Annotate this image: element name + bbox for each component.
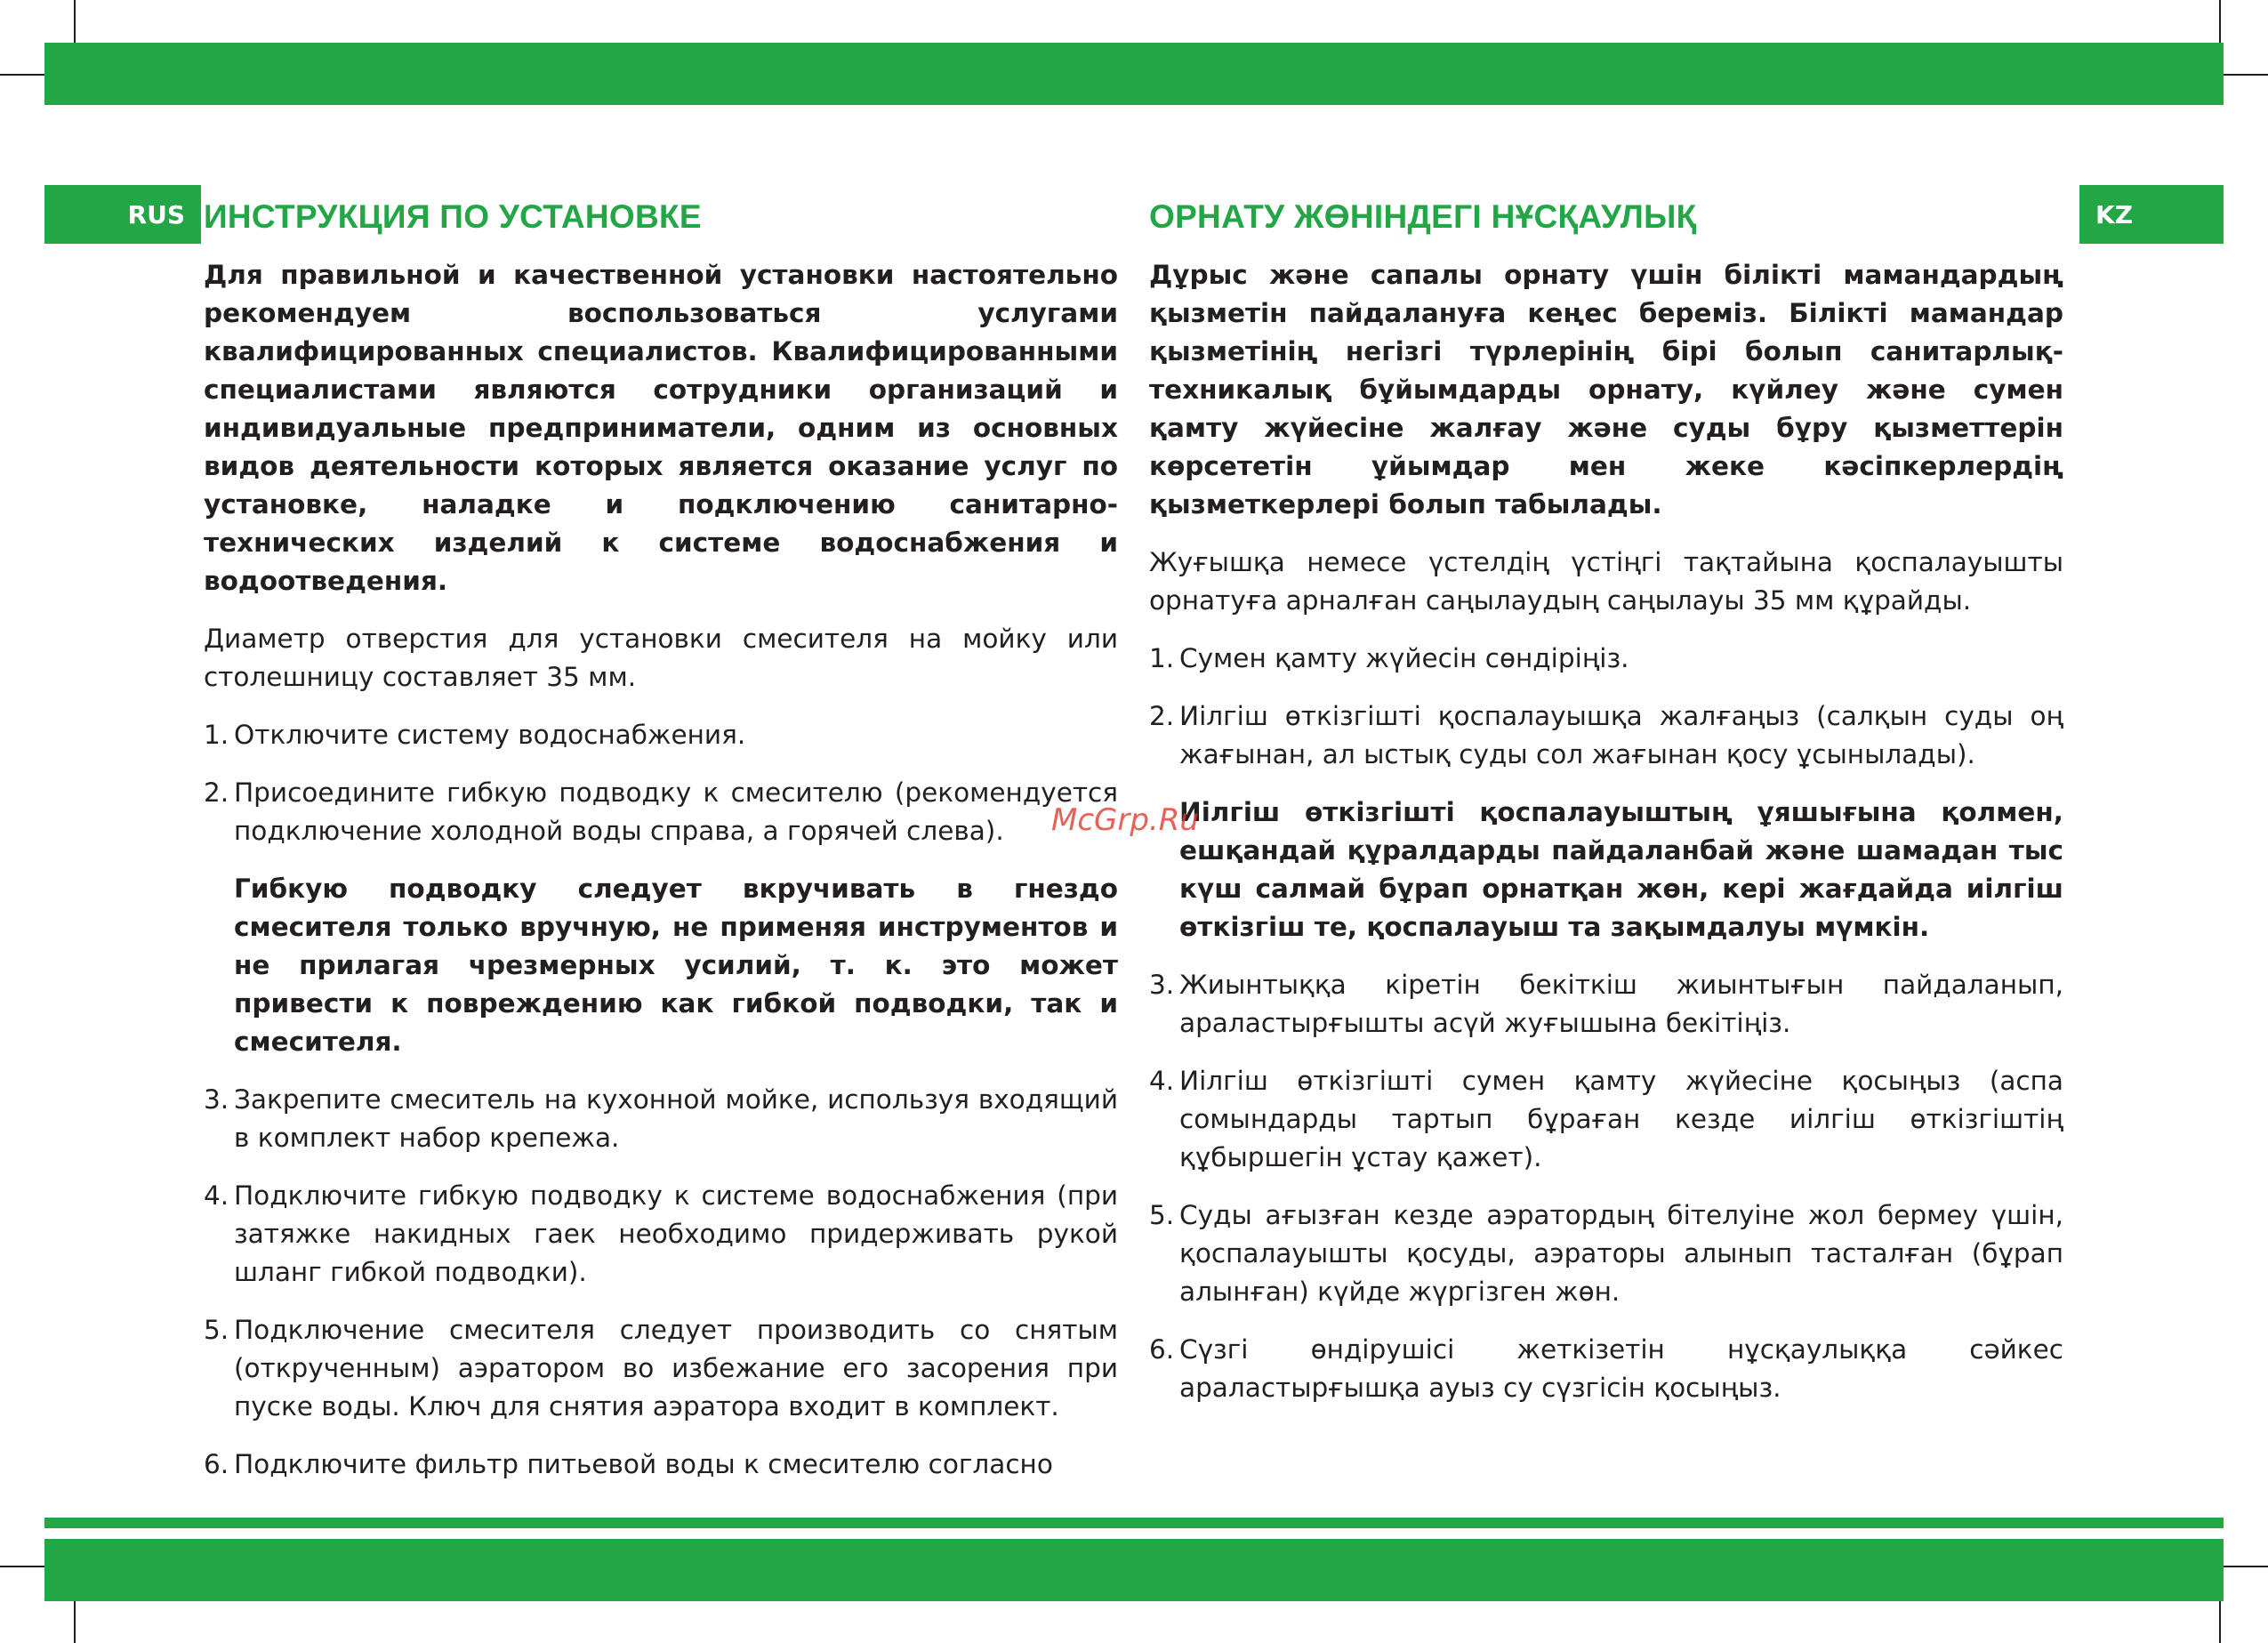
crop-mark — [74, 1594, 76, 1643]
rus-column — [204, 192, 1118, 1503]
list-item: 3. Закрепите смеситель на кухонной мойке, используя входящий в комплект набор крепежа. — [204, 1084, 1118, 1153]
list-item: 6. Сүзгі өндірушісі жеткізетін нұсқаулыққа сәйкес араластырғышқа ауыз су сүзгісін қосыңыз. — [1149, 1334, 2063, 1403]
list-item: 1. Сумен қамту жүйесін сөндіріңіз. — [1149, 643, 1629, 673]
lang-tab-rus-label: RUS — [127, 199, 185, 230]
list-item: 6. Подключите фильтр питьевой воды к смесителю согласно — [204, 1449, 1053, 1479]
bottom-green-band — [44, 1539, 2224, 1601]
list-item: 1. Отключите систему водоснабжения. — [204, 720, 746, 750]
rus-warning: Гибкую подводку следует вкручивать в гнездо смесителя только вручную, не применяя инструментов и не прилагая чрезмерных усилий, т. к. это может привести к повреждению как гибкой подводки, так и смесителя. — [234, 874, 1118, 1057]
crop-mark — [2219, 74, 2268, 76]
kz-column — [1149, 192, 2063, 1427]
list-item: 3. Жиынтыққа кіретін бекіткіш жиынтығын пайдаланып, араластырғышты асүй жуғышына бекітіңіз. — [1149, 970, 2063, 1038]
crop-mark — [74, 0, 76, 49]
crop-mark — [0, 74, 49, 76]
list-item: 4. Подключите гибкую подводку к системе водоснабжения (при затяжке накидных гаек необходимо придерживать рукой шланг гибкой подводки). — [204, 1180, 1118, 1287]
crop-mark — [2219, 1594, 2221, 1643]
watermark: McGrp.Ru — [1051, 802, 1199, 838]
list-item: 5. Подключение смесителя следует производить со снятым (открученным) аэратором во избежание его засорения при пуске воды. Ключ для снятия аэратора входит в комплект. — [204, 1315, 1118, 1422]
rus-title: ИНСТРУКЦИЯ ПО УСТАНОВКЕ — [204, 198, 702, 235]
rus-diameter: Диаметр отверстия для установки смесителя на мойку или столешницу составляет 35 мм. — [204, 624, 1118, 692]
list-item: 4. Иілгіш өткізгішті сумен қамту жүйесіне қосыңыз (аспа сомындарды тартып бұраған кезде иілгіш өткізгіштің құбыршегін ұстау қажет). — [1149, 1066, 2063, 1172]
lang-tab-rus — [44, 185, 201, 244]
crop-mark — [2219, 1566, 2268, 1567]
list-item: 2. Иілгіш өткізгішті қоспалауышқа жалғаңыз (салқын суды оң жағынан, ал ыстық суды сол жағынан қосу ұсынылады). — [1149, 701, 2063, 769]
crop-mark — [2219, 0, 2221, 49]
kz-intro: Дұрыс және сапалы орнату үшін білікті мамандардың қызметін пайдалануға кеңес береміз. Білікті мамандар қызметінің негізгі түрлерінің бірі болып санитарлық-техникалық бұйымдарды орнату, күйлеу және сумен қамту жүйесіне жалғау және суды бұру қызметтерін көрсететін ұйымдар мен жеке кәсіпкерлердің қызметкерлері болып табылады. — [1149, 260, 2063, 519]
kz-warning: Иілгіш өткізгішті қоспалауыштың ұяшығына қолмен, ешқандай құралдарды пайдаланбай және шамадан тыс күш салмай бұрап орнатқан жөн, кері жағдайда иілгіш өткізгіш те, қоспалауыш та зақымдалуы мүмкін. — [1179, 797, 2063, 942]
rus-steps — [204, 716, 1118, 1484]
list-item: 2. Присоедините гибкую подводку к смесителю (рекомендуется подключение холодной воды справа, а горячей слева). — [204, 777, 1118, 846]
top-green-band — [44, 43, 2224, 105]
kz-title: ОРНАТУ ЖӨНІНДЕГІ НҰСҚАУЛЫҚ — [1149, 198, 1697, 235]
kz-steps — [1149, 640, 2063, 1407]
list-item: 5. Суды ағызған кезде аэратордың бітелуіне жол бермеу үшін, қоспалауышты қосуды, аэраторы алынып тасталған (бұрап алынған) күйде жүргізген жөн. — [1149, 1200, 2063, 1307]
bottom-green-line — [44, 1518, 2224, 1528]
crop-mark — [0, 1566, 49, 1567]
lang-tab-kz — [2079, 185, 2224, 244]
rus-intro: Для правильной и качественной установки настоятельно рекомендуем воспользоваться услугами квалифицированных специалистов. Квалифицированными специалистами являются сотрудники организаций и индивидуальные предприниматели, одним из основных видов деятельности которых является оказание услуг по установке, наладке и подключению санитарно-технических изделий к системе водоснабжения и водоотведения. — [204, 260, 1118, 596]
kz-diameter: Жуғышқа немесе үстелдің үстіңгі тақтайына қоспалауышты орнатуға арналған саңылаудың саңылауы 35 мм құрайды. — [1149, 547, 2063, 616]
lang-tab-kz-label: KZ — [2095, 199, 2133, 230]
